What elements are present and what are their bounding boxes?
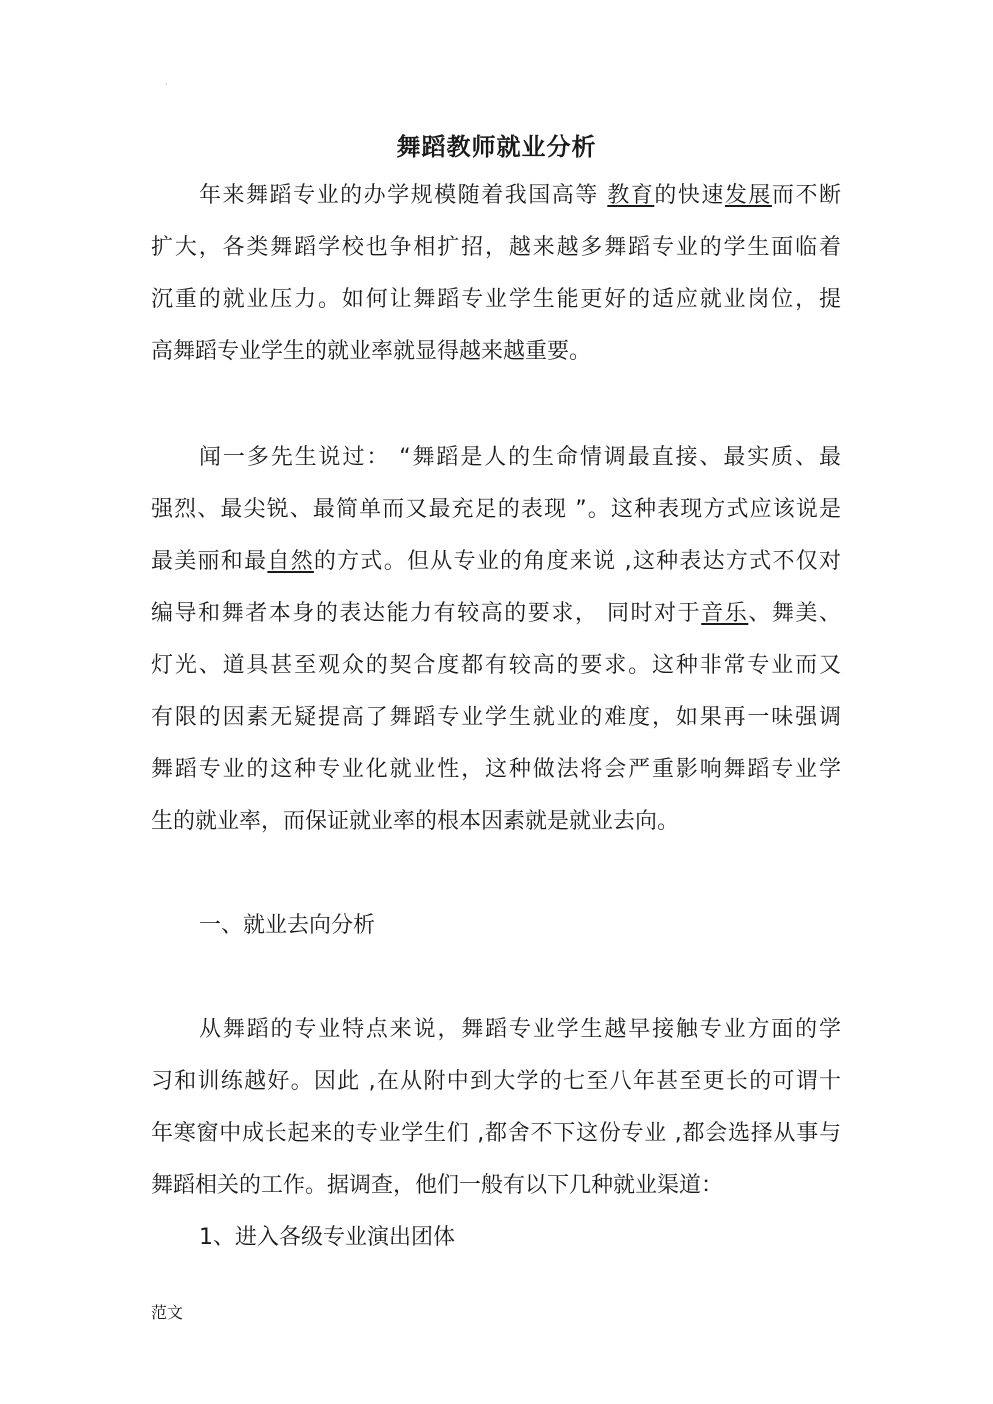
paragraph-line: 灯光、道具甚至观众的契合度都有较高的要求。这种非常专业而又 bbox=[151, 653, 841, 678]
paragraph-line: 扩大，各类舞蹈学校也争相扩招，越来越多舞蹈专业的学生面临着 bbox=[151, 235, 841, 260]
paragraph-quote bbox=[151, 432, 841, 848]
paragraph-line: 沉重的就业压力。如何让舞蹈专业学生能更好的适应就业岗位，提 bbox=[151, 287, 841, 312]
paragraph-line: 有限的因素无疑提高了舞蹈专业学生就业的难度，如果再一味强调 bbox=[151, 705, 841, 730]
link-development[interactable]: 发展 bbox=[724, 183, 772, 208]
paragraph-line: 舞蹈相关的工作。据调查，他们一般有以下几种就业渠道： bbox=[151, 1173, 724, 1198]
paragraph-employment bbox=[151, 1004, 841, 1212]
document-title: 舞蹈教师就业分析 bbox=[396, 133, 597, 161]
paragraph-line: 闻一多先生说过： “舞蹈是人的生命情调最直接、最实质、最 bbox=[199, 445, 841, 470]
link-education[interactable]: 教育 bbox=[607, 183, 655, 208]
link-music[interactable]: 音乐 bbox=[701, 601, 749, 626]
paragraph-intro bbox=[151, 170, 841, 378]
list-item: 1、进入各级专业演出团体 bbox=[199, 1225, 455, 1250]
paragraph-line: 最美丽和最自然的方式。但从专业的角度来说 ,这种表达方式不仅对 bbox=[151, 549, 841, 574]
paragraph-line: 生的就业率，而保证就业率的根本因素就是就业去向。 bbox=[151, 809, 680, 834]
paragraph-line: 年寒窗中成长起来的专业学生们 ,都舍不下这份专业 ,都会选择从事与 bbox=[151, 1121, 841, 1146]
paragraph-line: 编导和舞者本身的表达能力有较高的要求， 同时对于音乐、舞美、 bbox=[151, 601, 841, 626]
paragraph-line: 强烈、最尖锐、最简单而又最充足的表现 ”。这种表现方式应该说是 bbox=[151, 497, 841, 522]
paragraph-line: 高舞蹈专业学生的就业率就显得越来越重要。 bbox=[151, 339, 592, 364]
footer-label: 范文 bbox=[151, 1303, 184, 1322]
paragraph-line: 舞蹈专业的这种专业化就业性，这种做法将会严重影响舞蹈专业学 bbox=[151, 757, 841, 782]
page-mark: · bbox=[165, 80, 168, 89]
link-nature[interactable]: 自然 bbox=[267, 549, 314, 574]
paragraph-line: 从舞蹈的专业特点来说，舞蹈专业学生越早接触专业方面的学 bbox=[199, 1017, 841, 1042]
paragraph-line: 年来舞蹈专业的办学规模随着我国高等 教育的快速发展而不断 bbox=[199, 183, 841, 208]
section-heading: 一、就业去向分析 bbox=[199, 913, 376, 938]
paragraph-line: 习和训练越好。因此 ,在从附中到大学的七至八年甚至更长的可谓十 bbox=[151, 1069, 841, 1094]
